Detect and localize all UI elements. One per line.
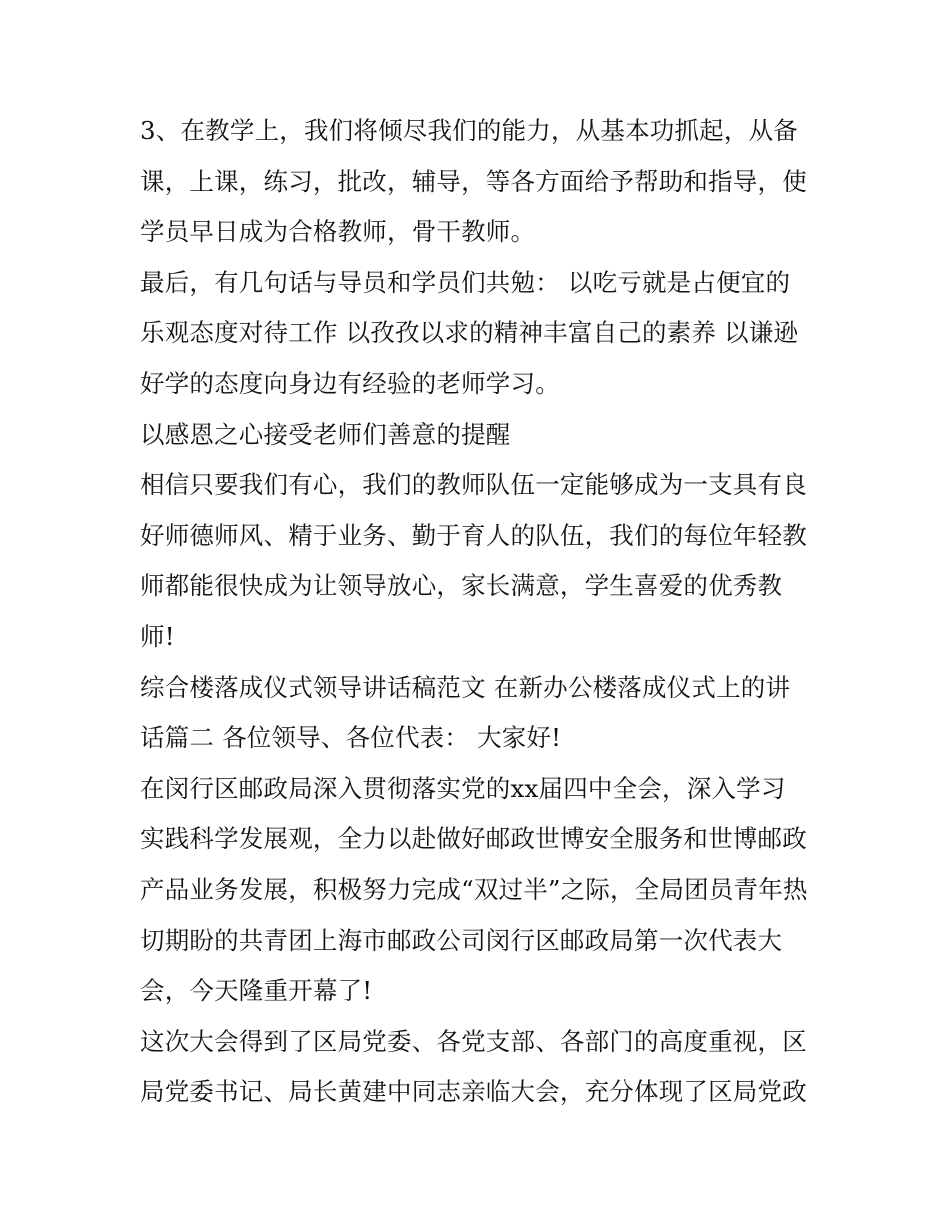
- text-line: 相信只要我们有心，我们的教师队伍一定能够成为一支具有良: [140, 470, 807, 500]
- text-line: 这次大会得到了区局党委、各党支部、各部门的高度重视，区: [140, 1026, 807, 1056]
- text-line: 实践科学发展观，全力以赴做好邮政世博安全服务和世博邮政: [140, 824, 807, 854]
- text-line: 好师德师风、精于业务、勤于育人的队伍，我们的每位年轻教: [140, 520, 807, 550]
- text-line: 乐观态度对待工作 以孜孜以求的精神丰富自己的素养 以谦逊: [140, 318, 799, 348]
- text-line: 好学的态度向身边有经验的老师学习。: [140, 368, 560, 398]
- text-line: 会，今天隆重开幕了!: [140, 976, 373, 1006]
- text-line: 以感恩之心接受老师们善意的提醒: [140, 419, 511, 449]
- text-line: 在闵行区邮政局深入贯彻落实党的xx届四中全会，深入学习: [140, 773, 786, 803]
- text-line: 局党委书记、局长黄建中同志亲临大会，充分体现了区局党政: [140, 1077, 807, 1107]
- text-line: 产品业务发展，积极努力完成“双过半”之际，全局团员青年热: [140, 874, 808, 904]
- text-line: 3、在教学上，我们将倾尽我们的能力，从基本功抓起，从备: [140, 116, 798, 145]
- text-line: 师!: [140, 621, 175, 651]
- text-line: 话篇二 各位领导、各位代表： 大家好!: [140, 723, 562, 753]
- text-line: 最后，有几句话与导员和学员们共勉： 以吃亏就是占便宜的: [140, 267, 791, 297]
- text-line: 切期盼的共青团上海市邮政公司闵行区邮政局第一次代表大: [140, 925, 783, 955]
- text-line: 课，上课，练习，批改，辅导，等各方面给予帮助和指导，使: [140, 166, 807, 196]
- document-body: [140, 106, 820, 1118]
- text-line: 综合楼落成仪式领导讲话稿范文 在新办公楼落成仪式上的讲: [140, 672, 791, 702]
- text-line: 师都能很快成为让领导放心，家长满意，学生喜爱的优秀教: [140, 571, 783, 601]
- text-line: 学员早日成为合格教师，骨干教师。: [140, 217, 536, 247]
